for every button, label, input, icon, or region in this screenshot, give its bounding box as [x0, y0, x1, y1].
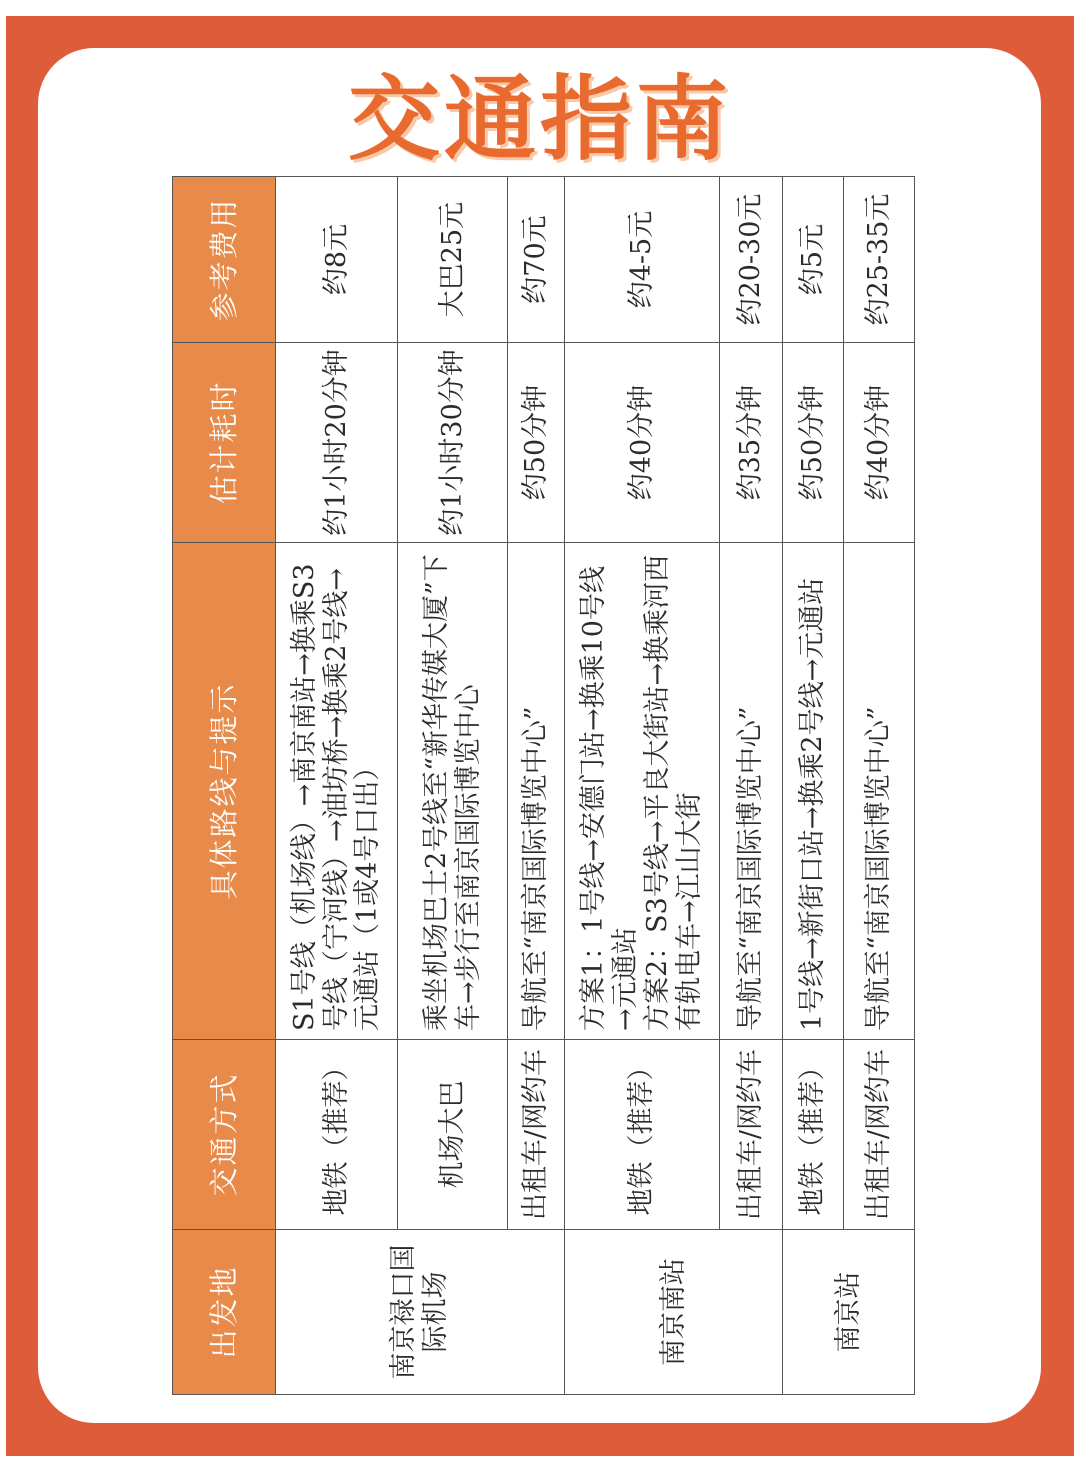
rotated-table-container [172, 177, 908, 1395]
route-cell [720, 543, 783, 1040]
table-row [783, 177, 844, 1395]
table-row [398, 177, 508, 1395]
mode-cell: 机场大巴 [398, 1040, 508, 1230]
route-cell [844, 543, 915, 1040]
cost-cell: 大巴25元 [398, 177, 508, 343]
header-route: 具体路线与提示 [173, 543, 276, 1040]
route-line: 1号线→新街口站→换乘2号线→元通站 [797, 577, 829, 1031]
route-line: S1号线（机场线）→南京南站→换乘S3号线（宁河线）→油坊桥→换乘2号线→元通站（1或4号口出） [288, 563, 384, 1031]
header-cost: 参考费用 [173, 177, 276, 343]
time-cell: 约40分钟 [844, 343, 915, 543]
time-cell: 约1小时20分钟 [276, 343, 398, 543]
cost-cell: 约8元 [276, 177, 398, 343]
route-cell [783, 543, 844, 1040]
table-row [720, 177, 783, 1395]
header-origin: 出发地 [173, 1230, 276, 1395]
cost-cell: 约4-5元 [565, 177, 720, 343]
route-line: 方案2：S3号线→平良大街站→换乘河西有轨电车→江山大街 [642, 554, 705, 1031]
time-cell: 约50分钟 [508, 343, 565, 543]
table-wrapper [172, 177, 908, 1395]
cost-cell: 约70元 [508, 177, 565, 343]
cost-cell: 约20-30元 [720, 177, 783, 343]
route-cell [508, 543, 565, 1040]
origin-cell: 南京禄口国际机场 [276, 1230, 565, 1395]
origin-cell: 南京南站 [565, 1230, 783, 1395]
route-line: 方案1：1号线→安德门站→换乘10号线→元通站 [578, 566, 642, 1031]
route-line: 导航至“南京国际博览中心” [863, 706, 895, 1031]
table-row [276, 177, 398, 1395]
route-cell [398, 543, 508, 1040]
route-line: 导航至“南京国际博览中心” [520, 706, 552, 1031]
table-row [844, 177, 915, 1395]
header-row [173, 177, 276, 1395]
route-cell [565, 543, 720, 1040]
time-cell: 约40分钟 [565, 343, 720, 543]
page-title: 交通指南 [347, 66, 732, 173]
mode-cell: 地铁（推荐） [783, 1040, 844, 1230]
table-row [508, 177, 565, 1395]
header-time: 估计耗时 [173, 343, 276, 543]
mode-cell: 出租车/网约车 [844, 1040, 915, 1230]
origin-cell: 南京站 [783, 1230, 915, 1395]
mode-cell: 地铁（推荐） [565, 1040, 720, 1230]
route-line: 导航至“南京国际博览中心” [735, 706, 767, 1031]
cost-cell: 约5元 [783, 177, 844, 343]
transport-table [172, 176, 915, 1395]
time-cell: 约35分钟 [720, 343, 783, 543]
header-mode: 交通方式 [173, 1040, 276, 1230]
mode-cell: 出租车/网约车 [508, 1040, 565, 1230]
time-cell: 约50分钟 [783, 343, 844, 543]
route-cell [276, 543, 398, 1040]
route-line: 乘坐机场巴士2号线至“新华传媒大厦”下车→步行至南京国际博览中心 [420, 554, 484, 1031]
cost-cell: 约25-35元 [844, 177, 915, 343]
time-cell: 约1小时30分钟 [398, 343, 508, 543]
mode-cell: 地铁（推荐） [276, 1040, 398, 1230]
mode-cell: 出租车/网约车 [720, 1040, 783, 1230]
table-row [565, 177, 720, 1395]
